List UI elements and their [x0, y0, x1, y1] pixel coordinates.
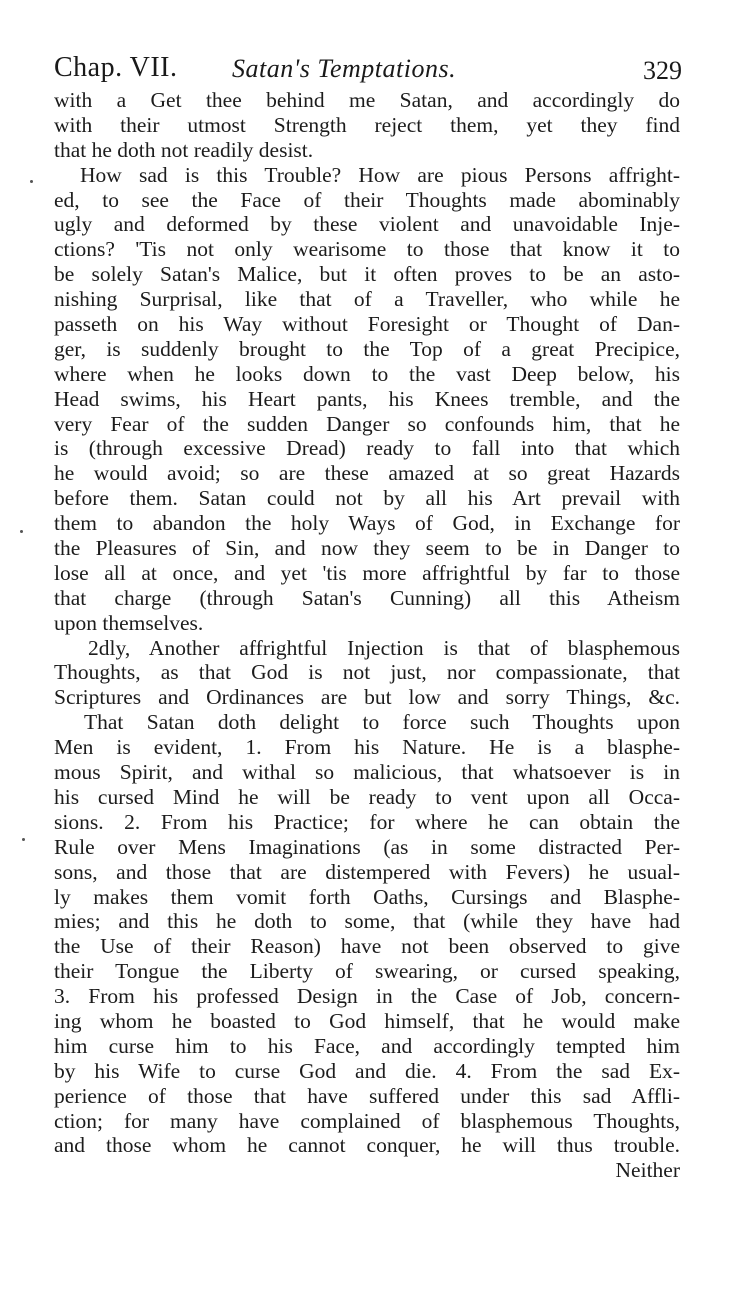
text-line: very Fear of the sudden Danger so confounds him, that he [54, 411, 680, 436]
text-line: sions. 2. From his Practice; for where he can obtain the [54, 809, 680, 834]
text-line: is (through excessive Dread) ready to fall into that which [54, 436, 680, 461]
text-line: them to abandon the holy Ways of God, in Exchange for [54, 511, 680, 536]
text-line: ed, to see the Face of their Thoughts made abominably [54, 187, 680, 212]
text-line: mies; and this he doth to some, that (while they have had [54, 909, 680, 934]
chapter-label: Chap. VII. [54, 52, 178, 83]
text-line: perience of those that have suffered under this sad Affli- [54, 1083, 680, 1108]
text-line: be solely Satan's Malice, but it often proves to be an asto- [54, 262, 680, 287]
text-line: before them. Satan could not by all his Art prevail with [54, 486, 680, 511]
text-line: their Tongue the Liberty of swearing, or cursed speaking, [54, 959, 680, 984]
text-line: How sad is this Trouble? How are pious Persons affright- [80, 162, 680, 187]
text-line: ger, is suddenly brought to the Top of a great Precipice, [54, 336, 680, 361]
text-line: the Use of their Reason) have not been observed to give [54, 934, 680, 959]
running-title: Satan's Temptations. [232, 54, 457, 83]
body-text [54, 88, 680, 1183]
text-line: with a Get thee behind me Satan, and accordingly do [54, 88, 680, 112]
text-line: upon themselves. [54, 610, 204, 635]
text-line: him curse him to his Face, and accordingly tempted him [54, 1033, 680, 1058]
text-line: that he doth not readily desist. [54, 137, 314, 162]
text-line: Men is evident, 1. From his Nature. He is a blasphe- [54, 735, 680, 760]
text-line: Head swims, his Heart pants, his Knees tremble, and the [54, 386, 680, 411]
text-line: ly makes them vomit forth Oaths, Cursings and Blasphe- [54, 884, 680, 909]
print-speck [20, 530, 23, 533]
text-line: by his Wife to curse God and die. 4. From the sad Ex- [54, 1058, 680, 1083]
text-line: his cursed Mind he will be ready to vent upon all Occa- [54, 784, 680, 809]
print-speck [22, 838, 25, 841]
text-line: Scriptures and Ordinances are but low and sorry Things, &c. [54, 685, 680, 710]
text-line: the Pleasures of Sin, and now they seem to be in Danger to [54, 536, 680, 561]
text-line: ctions? 'Tis not only wearisome to those that know it to [54, 237, 680, 262]
text-line: Rule over Mens Imaginations (as in some distracted Per- [54, 834, 680, 859]
text-line: sons, and those that are distempered with Fevers) he usual- [54, 859, 680, 884]
text-line: passeth on his Way without Foresight or Thought of Dan- [54, 312, 680, 337]
text-line: with their utmost Strength reject them, yet they find [54, 112, 680, 137]
text-line: mous Spirit, and withal so malicious, that whatsoever is in [54, 760, 680, 785]
text-line: nishing Surprisal, like that of a Traveller, who while he [54, 287, 680, 312]
print-speck [30, 180, 33, 183]
page-number: 329 [643, 56, 682, 85]
text-line: and those whom he cannot conquer, he will thus trouble. [54, 1133, 680, 1158]
text-line: That Satan doth delight to force such Thoughts upon [84, 710, 680, 735]
text-line: where when he looks down to the vast Deep below, his [54, 361, 680, 386]
text-line: he would avoid; so are these amazed at so great Hazards [54, 461, 680, 486]
text-line: Thoughts, as that God is not just, nor compassionate, that [54, 660, 680, 685]
text-line: ing whom he boasted to God himself, that he would make [54, 1008, 680, 1033]
text-line: that charge (through Satan's Cunning) all this Atheism [54, 585, 680, 610]
text-line: 2dly, Another affrightful Injection is that of blasphemous [88, 635, 680, 660]
running-header [54, 52, 682, 92]
text-line: lose all at once, and yet 'tis more affrightful by far to those [54, 560, 680, 585]
catchword: Neither [615, 1158, 680, 1183]
text-line: ction; for many have complained of blasphemous Thoughts, [54, 1108, 680, 1133]
text-line: 3. From his professed Design in the Case of Job, concern- [54, 984, 680, 1009]
text-line: ugly and deformed by these violent and unavoidable Inje- [54, 212, 680, 237]
